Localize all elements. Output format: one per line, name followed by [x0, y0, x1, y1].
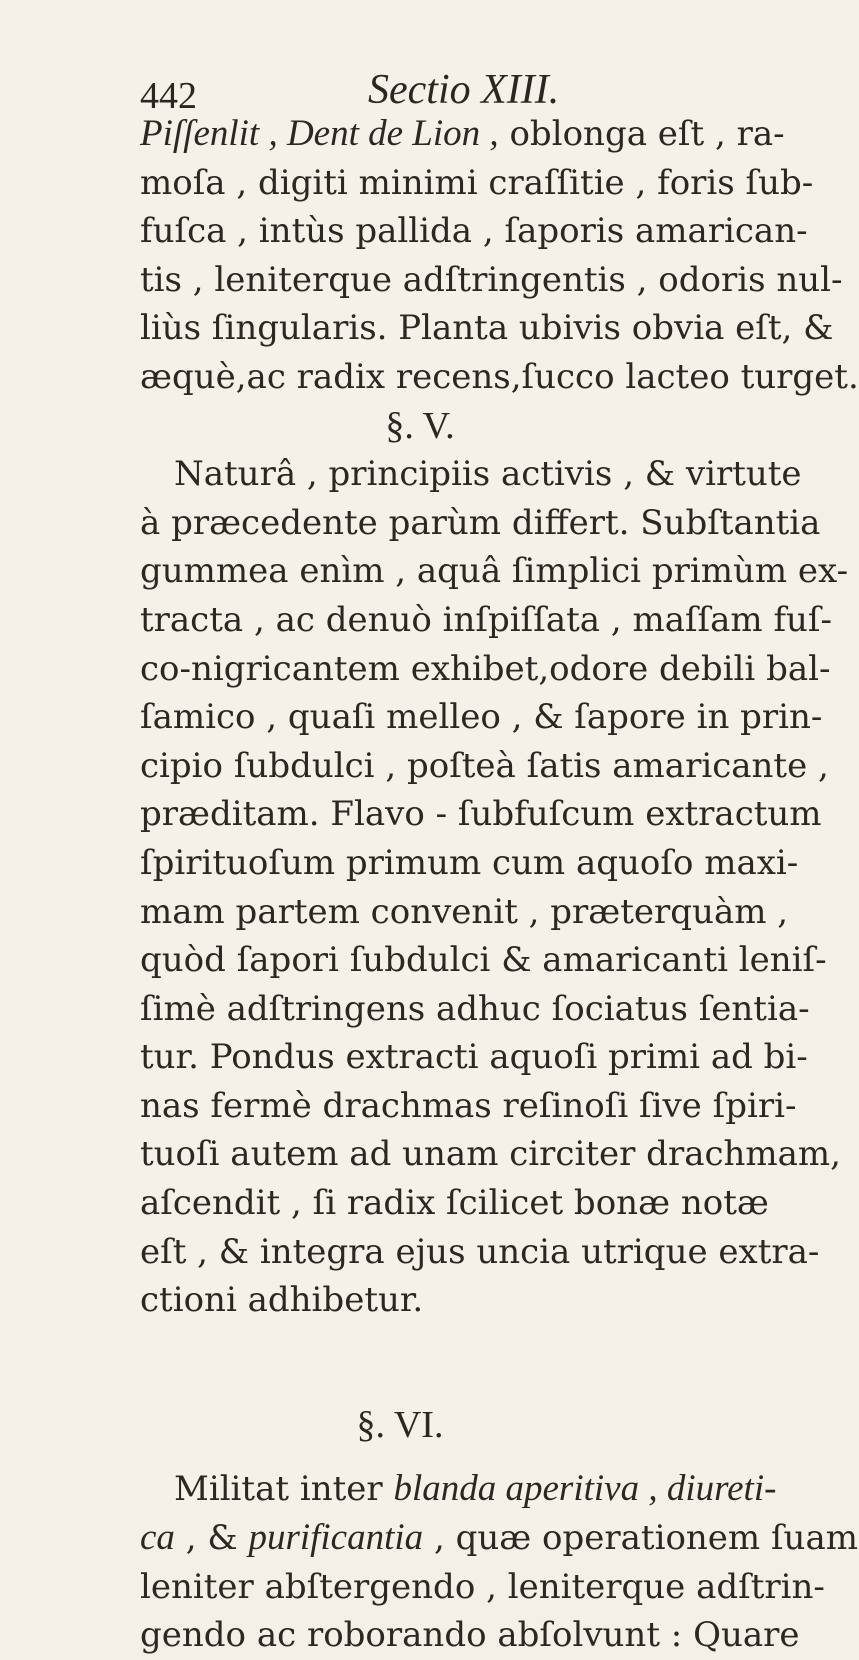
text-line: præditam. Flavo - ſubfuſcum extractum: [140, 794, 822, 835]
line-text: , &: [174, 1518, 249, 1559]
page-number: 442: [140, 75, 197, 117]
text-line: gummea enìm , aquâ ſimplici primùm ex-: [140, 551, 849, 592]
italic-term: purificantia: [248, 1517, 424, 1559]
text-line: leniter abſtergendo , leniterque adſtrin-: [140, 1566, 825, 1607]
text-line: tur. Pondus extracti aquoſi primi ad bi-: [140, 1037, 808, 1078]
text-line: ſamico , quaſi melleo , & ſapore in prin-: [140, 697, 823, 738]
text-line: gendo ac roborando abſolvunt : Quare: [140, 1615, 800, 1656]
text-line: liùs ſingularis. Planta ubivis obvia eſt, &: [140, 308, 834, 349]
line-text: oblonga eſt , ra-: [498, 114, 785, 154]
text-line: tis , leniterque adſtringentis , odoris nul-: [140, 259, 843, 300]
line-text: , quæ operationem ſuam: [423, 1518, 858, 1559]
text-line: æquè,ac radix recens,ſucco lacteo turget.: [140, 356, 859, 397]
text-line: ſimè adſtringens adhuc ſociatus ſentia-: [140, 988, 810, 1029]
text-line: fuſca , intùs pallida , ſaporis amarican-: [140, 211, 808, 252]
running-head: Sectio XIII.: [368, 67, 560, 113]
plant-name: Piſſenlit , Dent de Lion ,: [140, 113, 499, 154]
text-line: nas fermè drachmas reſinoſi ſive ſpiri-: [140, 1085, 797, 1126]
text-line: eſt , & integra ejus uncia utrique extra-: [140, 1231, 820, 1272]
text-line: mam partem convenit , præterquàm ,: [140, 891, 789, 932]
paragraph-continued: [140, 110, 859, 402]
text-line: aſcendit , ſi radix ſcilicet bonæ notæ: [140, 1183, 769, 1224]
text-line: [140, 1514, 858, 1563]
text-line: cipio ſubdulci , poſteà ſatis amaricante ,: [140, 745, 829, 786]
text-line: tuoſi autem ad unam circiter drachmam,: [140, 1134, 841, 1175]
body-text: [140, 110, 859, 1660]
text-line: quòd ſapori ſubdulci & amaricanti leniſ-: [140, 940, 827, 981]
text-line: ſpirituoſum primum cum aquoſo maxi-: [140, 842, 799, 883]
text-line: ctioni adhibetur.: [140, 1280, 424, 1321]
section-heading-6: §. VI.: [356, 1403, 444, 1446]
text-line: Naturâ , principiis activis , & virtute: [174, 454, 802, 495]
text-line: [140, 110, 785, 159]
section-heading-5: §. V.: [385, 404, 455, 447]
text-line: tracta , ac denuò inſpiſſata , maſſam fuſ-: [140, 599, 833, 640]
text-line: à præcedente parùm differt. Subſtantia: [140, 502, 821, 543]
text-line: moſa , digiti minimi craſſitie , foris ſub-: [140, 162, 814, 203]
text-line: co-nigricantem exhibet,odore debili bal-: [140, 648, 831, 689]
italic-term: ca: [140, 1517, 175, 1559]
section-5-paragraph: [140, 450, 849, 1325]
section-6-paragraph: [140, 1465, 858, 1659]
line-text: Militat inter: [174, 1469, 394, 1510]
italic-term: blanda aperitiva , diureti-: [393, 1468, 777, 1510]
text-line: [140, 1465, 780, 1514]
